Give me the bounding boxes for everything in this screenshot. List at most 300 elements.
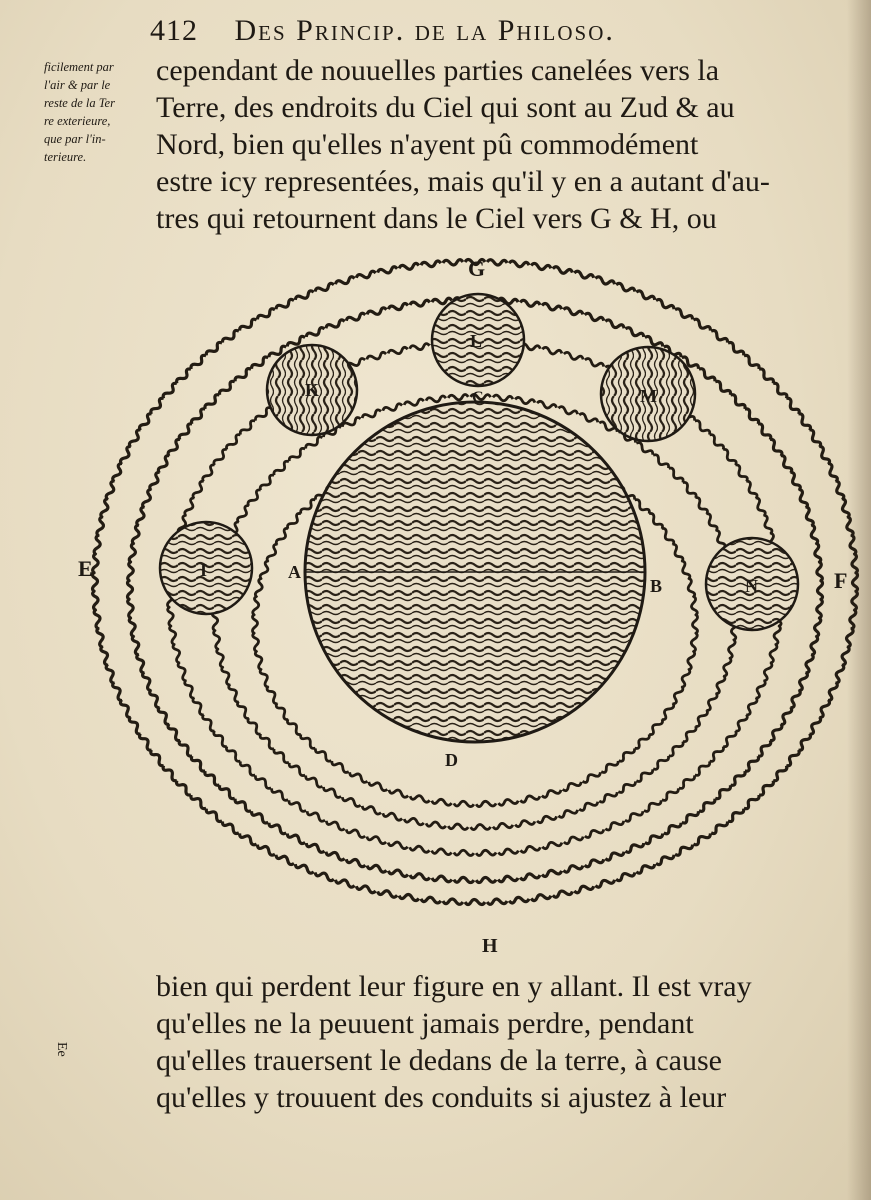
- vortex-particle: [761, 661, 772, 682]
- vortex-particle: [252, 596, 259, 616]
- vortex-particle: [178, 422, 194, 441]
- vortex-particle: [272, 747, 290, 764]
- vortex-particle: [172, 643, 182, 664]
- vortex-particle: [574, 884, 595, 894]
- vortex-particle: [305, 327, 325, 340]
- vortex-particle: [615, 870, 636, 882]
- vortex-particle: [239, 419, 257, 436]
- vortex-particle: [128, 580, 133, 600]
- vortex-particle: [234, 367, 253, 383]
- vortex-particle: [617, 779, 637, 794]
- label-a: A: [288, 562, 301, 582]
- vortex-particle: [272, 460, 290, 477]
- vortex-particle: [388, 788, 409, 799]
- vortex-particle: [94, 609, 102, 629]
- vortex-particle: [679, 668, 691, 688]
- vortex-particle: [784, 397, 800, 416]
- vortex-particle: [218, 380, 236, 397]
- vortex-particle: [562, 780, 582, 792]
- vortex-particle: [254, 773, 273, 789]
- vortex-particle: [509, 896, 529, 903]
- vortex-particle: [259, 560, 271, 580]
- vortex-particle: [693, 614, 698, 634]
- vortex-particle: [721, 657, 732, 678]
- vortex-particle: [574, 271, 595, 281]
- vortex-particle: [361, 804, 382, 815]
- vortex-particle: [796, 732, 811, 751]
- vortex-particle: [721, 729, 737, 748]
- vortex-particle: [275, 852, 295, 865]
- vortex-particle: [541, 788, 562, 799]
- vortex-particle: [796, 671, 808, 691]
- vortex-particle: [335, 877, 356, 888]
- text-line: bien qui perdent leur figure en y allant. Il est vray: [156, 970, 752, 1003]
- label-e: E: [78, 556, 93, 581]
- vortex-particle: [288, 798, 308, 813]
- vortex-particle: [349, 770, 369, 784]
- vortex-particle: [708, 433, 725, 451]
- vortex-particle: [498, 875, 518, 882]
- vortex-diagram: [70, 252, 860, 952]
- vortex-particle: [127, 561, 134, 581]
- vortex-particle: [189, 354, 207, 371]
- vortex-particle: [471, 824, 491, 829]
- vortex-particle: [142, 488, 154, 508]
- running-head: Des Princip. de la Philoso.: [234, 14, 615, 47]
- vortex-particle: [93, 572, 98, 592]
- vortex-particle: [100, 498, 110, 519]
- vortex-particle: [635, 441, 654, 457]
- vortex-particle: [190, 754, 207, 772]
- label-n: N: [745, 576, 758, 596]
- vortex-particle: [686, 650, 696, 671]
- vortex-particle: [721, 448, 737, 467]
- vortex-particle: [167, 438, 182, 457]
- vortex-particle: [635, 290, 655, 302]
- vortex-particle: [275, 298, 295, 311]
- vortex-particle: [729, 769, 747, 787]
- vortex-particle: [177, 661, 188, 682]
- vortex-particle: [294, 862, 314, 874]
- vortex-particle: [771, 382, 788, 400]
- vortex-particle: [218, 783, 236, 800]
- vortex-particle: [454, 877, 474, 883]
- vortex-particle: [388, 868, 409, 877]
- vortex-particle: [498, 798, 518, 805]
- vortex-particle: [247, 717, 263, 736]
- vortex-particle: [314, 282, 335, 294]
- vortex-particle: [169, 625, 177, 646]
- vortex-particle: [239, 760, 257, 777]
- vortex-particle: [681, 725, 698, 744]
- vortex-particle: [256, 842, 276, 856]
- vortex-particle: [431, 798, 451, 805]
- vortex-particle: [361, 409, 382, 420]
- vortex-particle: [256, 308, 276, 322]
- label-c: C: [472, 389, 484, 406]
- vortex-particle: [346, 312, 367, 323]
- vortex-particle: [674, 308, 694, 322]
- vortex-particle: [212, 729, 228, 748]
- vortex-particle: [773, 625, 781, 646]
- vortex-particle: [465, 900, 485, 905]
- vortex-particle: [818, 580, 823, 600]
- vortex-particle: [667, 467, 685, 485]
- margin-note-line: re exterieure,: [44, 114, 111, 128]
- vortex-particle: [757, 779, 775, 797]
- vortex-particle: [388, 840, 409, 849]
- vortex-particle: [431, 848, 451, 855]
- vortex-particle: [753, 679, 766, 699]
- vortex-particle: [266, 543, 280, 563]
- vortex-particle: [382, 403, 403, 413]
- vortex-particle: [119, 445, 133, 465]
- vortex-particle: [727, 638, 736, 659]
- vortex-particle: [563, 307, 584, 317]
- vortex-particle: [236, 504, 251, 524]
- vortex-particle: [647, 718, 664, 736]
- vortex-particle: [286, 512, 303, 530]
- vortex-particle: [304, 773, 323, 788]
- vortex-particle: [743, 407, 760, 425]
- vortex-particle: [112, 462, 125, 482]
- vortex-particle: [213, 629, 221, 650]
- vortex-particle: [693, 419, 711, 436]
- vortex-particle: [704, 692, 718, 712]
- vortex-particle: [667, 740, 685, 758]
- vortex-particle: [563, 352, 584, 362]
- vortex-particle: [520, 300, 540, 308]
- vortex-particle: [487, 260, 507, 266]
- label-g: G: [468, 256, 486, 281]
- vortex-particle: [331, 759, 351, 774]
- vortex-particle: [410, 300, 430, 308]
- vortex-particle: [584, 358, 605, 369]
- vortex-particle: [692, 831, 712, 846]
- vortex-particle: [726, 807, 745, 823]
- vortex-particle: [410, 794, 431, 803]
- vortex-particle: [368, 780, 388, 792]
- vortex-particle: [768, 723, 783, 742]
- vortex-particle: [756, 739, 772, 758]
- vortex-particle: [598, 790, 618, 803]
- vortex-particle: [366, 863, 387, 873]
- text-line: cependant de nouuelles parties canelées vers la: [156, 54, 720, 87]
- vortex-particle: [816, 561, 823, 581]
- vortex-particle: [595, 877, 616, 888]
- vortex-particle: [756, 422, 772, 441]
- vortex-particle: [826, 681, 839, 701]
- vortex-particle: [252, 632, 259, 652]
- vortex-particle: [162, 764, 179, 782]
- vortex-particle: [563, 863, 584, 873]
- label-l: L: [470, 331, 483, 351]
- vortex-particle: [382, 811, 403, 821]
- margin-note: [44, 58, 152, 166]
- vortex-particle: [388, 303, 409, 312]
- vortex-particle: [409, 343, 430, 351]
- page-number: 412: [150, 14, 198, 47]
- vortex-particle: [377, 889, 398, 898]
- margin-note-line: que par l'in-: [44, 132, 106, 146]
- vortex-particle: [742, 793, 760, 810]
- vortex-particle: [286, 831, 306, 845]
- text-line: qu'elles trauersent le dedans de la terre, à cause: [156, 1044, 722, 1077]
- label-d: D: [445, 750, 458, 770]
- vortex-particle: [714, 380, 732, 397]
- text-line: qu'elles ne la peuuent jamais perdre, pendant: [156, 1007, 694, 1040]
- vortex-particle: [92, 553, 98, 573]
- vortex-particle: [216, 648, 226, 669]
- label-h: H: [482, 935, 498, 952]
- vortex-particle: [520, 794, 541, 803]
- vortex-particle: [250, 809, 269, 824]
- vortex-particle: [536, 401, 557, 410]
- vortex-particle: [325, 319, 345, 331]
- text-line: tres qui retournent dans le Ciel vers G & H, ou: [156, 202, 717, 235]
- vortex-particle: [388, 347, 409, 356]
- vortex-particle: [149, 471, 162, 491]
- label-f: F: [834, 568, 848, 593]
- vortex-particle: [531, 263, 552, 271]
- vortex-particle: [531, 893, 552, 901]
- vortex-particle: [708, 745, 725, 763]
- vortex-particle: [809, 635, 818, 656]
- vortex-particle: [487, 899, 507, 905]
- vortex-particle: [520, 845, 541, 853]
- vortex-particle: [624, 841, 644, 854]
- vortex-particle: [356, 884, 377, 894]
- vortex-particle: [421, 896, 441, 903]
- vortex-particle: [714, 783, 732, 800]
- vortex-particle: [784, 748, 800, 767]
- vortex-particle: [693, 760, 711, 777]
- vortex-particle: [205, 807, 224, 823]
- page-header: [150, 14, 800, 48]
- margin-note-line: terieure.: [44, 150, 87, 164]
- page-edge-shadow: [847, 0, 871, 1200]
- vortex-particle: [421, 261, 441, 268]
- vortex-particle: [314, 746, 333, 762]
- vortex-particle: [129, 617, 137, 638]
- vortex-particle: [509, 261, 529, 268]
- vortex-particle: [356, 271, 377, 281]
- vortex-particle: [410, 872, 430, 880]
- vortex-particle: [157, 454, 171, 474]
- vortex-particle: [476, 877, 496, 883]
- margin-note-line: ficilement par: [44, 60, 114, 74]
- vortex-particle: [578, 413, 598, 425]
- vortex-particle: [96, 627, 105, 648]
- vortex-diagram-svg: [70, 252, 860, 952]
- vortex-particle: [189, 793, 207, 810]
- vortex-particle: [345, 827, 366, 838]
- vortex-particle: [584, 827, 605, 838]
- vortex-particle: [105, 480, 116, 501]
- vortex-particle: [558, 406, 579, 417]
- vortex-particle: [476, 850, 496, 856]
- vortex-particle: [448, 394, 468, 400]
- vortex-particle: [655, 852, 675, 865]
- vortex-particle: [404, 399, 425, 408]
- vortex-particle: [710, 329, 729, 345]
- vortex-particle: [493, 395, 513, 402]
- vortex-particle: [203, 769, 221, 787]
- margin-note-line: reste de la Ter: [44, 96, 115, 110]
- vortex-particle: [399, 893, 420, 901]
- vortex-particle: [132, 524, 141, 545]
- vortex-particle: [604, 819, 624, 832]
- vortex-particle: [306, 809, 326, 823]
- vortex-particle: [162, 382, 179, 400]
- vortex-particle: [346, 857, 367, 868]
- vortex-particle: [138, 412, 153, 431]
- vortex-particle: [178, 739, 194, 758]
- margin-note-line: l'air & par le: [44, 78, 111, 92]
- vortex-particle: [167, 606, 174, 626]
- vortex-particle: [813, 543, 821, 564]
- vortex-particle: [184, 497, 197, 517]
- vortex-particle: [190, 407, 207, 425]
- vortex-particle: [432, 875, 452, 882]
- vortex-particle: [325, 849, 345, 861]
- vortex-particle: [660, 702, 675, 721]
- vortex-particle: [552, 889, 573, 898]
- vortex-particle: [268, 821, 288, 835]
- vortex-particle: [201, 464, 216, 483]
- vortex-particle: [454, 801, 474, 807]
- vortex-particle: [542, 868, 563, 877]
- vortex-particle: [128, 429, 143, 449]
- text-line: qu'elles y trouuent des conduits si ajustez à leur: [156, 1081, 727, 1114]
- vortex-particle: [175, 367, 193, 385]
- vortex-particle: [259, 732, 276, 750]
- vortex-particle: [366, 352, 387, 362]
- signature-mark: Ee: [54, 1042, 69, 1057]
- vortex-particle: [563, 834, 584, 844]
- vortex-particle: [817, 699, 831, 719]
- vortex-particle: [624, 327, 644, 340]
- vortex-particle: [536, 814, 557, 823]
- vortex-particle: [604, 849, 624, 861]
- vortex-particle: [221, 329, 240, 345]
- vortex-particle: [149, 397, 165, 416]
- vortex-particle: [813, 617, 821, 638]
- vortex-particle: [635, 862, 655, 874]
- vortex-particle: [729, 393, 747, 411]
- vortex-particle: [670, 685, 684, 705]
- vortex-particle: [286, 718, 303, 736]
- vortex-particle: [305, 841, 325, 854]
- vortex-particle: [663, 821, 683, 835]
- vortex-particle: [693, 709, 708, 728]
- vortex-particle: [225, 433, 242, 451]
- vortex-particle: [253, 614, 258, 634]
- vortex-particle: [127, 598, 134, 618]
- vortex-particle: [768, 643, 778, 664]
- vortex-particle: [366, 834, 387, 844]
- vortex-particle: [234, 797, 253, 813]
- vortex-particle: [515, 819, 536, 827]
- vortex-particle: [595, 276, 616, 287]
- vortex-particle: [259, 474, 276, 492]
- vortex-particle: [690, 632, 697, 652]
- vortex-particle: [203, 393, 221, 411]
- vortex-particle: [205, 341, 224, 357]
- vortex-particle: [713, 674, 726, 694]
- vortex-particle: [710, 819, 729, 835]
- vortex-particle: [409, 845, 430, 853]
- vortex-particle: [270, 786, 289, 802]
- vortex-particle: [515, 397, 536, 405]
- vortex-particle: [680, 809, 699, 824]
- vortex-particle: [426, 821, 446, 828]
- vortex-particle: [578, 799, 598, 811]
- vortex-particle: [652, 453, 671, 470]
- vortex-particle: [743, 754, 760, 772]
- vortex-particle: [426, 396, 446, 403]
- vortex-particle: [733, 713, 748, 732]
- vortex-particle: [788, 689, 801, 709]
- vortex-particle: [647, 512, 664, 530]
- vortex-particle: [299, 732, 317, 749]
- vortex-particle: [136, 506, 147, 527]
- vortex-particle: [600, 759, 620, 774]
- vortex-particle: [221, 819, 240, 835]
- vortex-particle: [624, 809, 644, 823]
- vortex-particle: [581, 770, 601, 784]
- vortex-particle: [493, 822, 513, 829]
- vortex-particle: [520, 872, 540, 880]
- vortex-particle: [288, 447, 307, 463]
- vortex-particle: [697, 797, 716, 813]
- vortex-particle: [247, 488, 263, 507]
- vortex-particle: [448, 824, 468, 830]
- vortex-particle: [761, 514, 772, 535]
- vortex-particle: [615, 282, 636, 294]
- text-line: estre icy representées, mais qu'il y en a autant d'au-: [156, 165, 770, 198]
- vortex-particle: [275, 527, 290, 546]
- vortex-particle: [584, 312, 605, 323]
- vortex-particle: [129, 543, 137, 564]
- vortex-particle: [192, 480, 206, 500]
- vortex-particle: [404, 817, 425, 826]
- vortex-particle: [94, 535, 102, 555]
- vortex-particle: [674, 842, 694, 856]
- vortex-particle: [771, 764, 788, 782]
- vortex-particle: [542, 303, 563, 312]
- bottom-paragraph: [156, 968, 796, 1116]
- vortex-particle: [803, 653, 814, 674]
- vortex-particle: [377, 266, 398, 275]
- vortex-particle: [779, 706, 793, 726]
- vortex-particle: [697, 367, 716, 383]
- vortex-particle: [335, 276, 356, 287]
- vortex-particle: [542, 840, 563, 849]
- vortex-particle: [238, 831, 258, 846]
- vortex-particle: [498, 848, 518, 855]
- vortex-particle: [294, 290, 314, 302]
- vortex-particle: [584, 857, 605, 868]
- vortex-particle: [96, 516, 105, 537]
- vortex-particle: [635, 767, 654, 783]
- vortex-particle: [325, 819, 345, 832]
- vortex-particle: [655, 298, 675, 311]
- vortex-particle: [288, 761, 307, 777]
- top-paragraph: [156, 52, 796, 237]
- vortex-particle: [255, 577, 265, 598]
- vortex-particle: [322, 785, 342, 799]
